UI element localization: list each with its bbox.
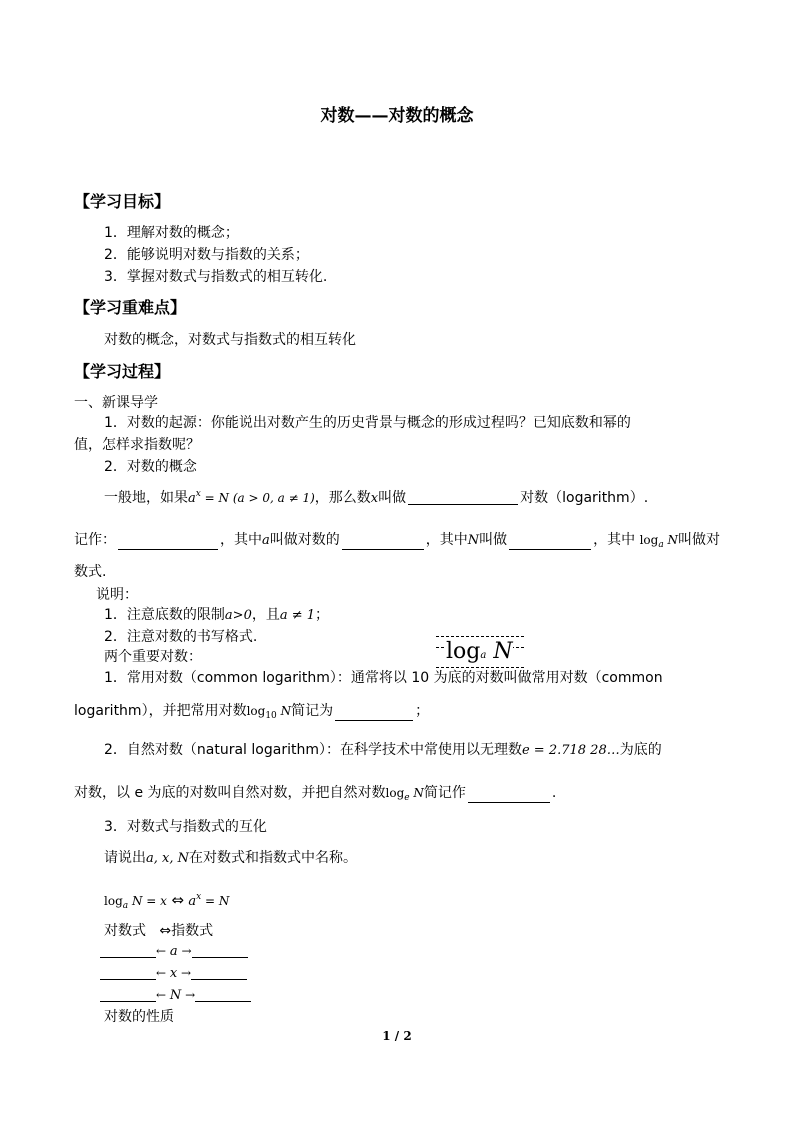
- conversion-heading: 3．对数式与指数式的互化: [104, 819, 267, 835]
- definition-x: x: [370, 491, 379, 506]
- blank-2[interactable]: [118, 535, 218, 550]
- common-log-symbol: $\log_{10} N$: [246, 704, 292, 721]
- two-important-logs: 两个重要对数：: [104, 649, 202, 665]
- heading-key-points: 【学习重难点】: [74, 298, 187, 317]
- notation-mid3: 叫做: [479, 532, 508, 548]
- blank-6[interactable]: [468, 788, 550, 803]
- objective-2: 2．能够说明对数与指数的关系；: [104, 247, 309, 263]
- conversion-question: 请说出a, x, N在对数式和指数式中名称。: [104, 850, 357, 866]
- blank-row-a-right[interactable]: [192, 945, 248, 958]
- key-points-text: 对数的概念，对数式与指数式的相互转化: [104, 332, 356, 348]
- equivalence-arrow: ⇔: [171, 891, 184, 909]
- notation-line2: 数式.: [74, 564, 107, 580]
- definition-pre: 一般地，如果: [104, 490, 188, 506]
- form-labels: 对数式 ⇔指数式: [104, 923, 214, 939]
- blank-3[interactable]: [342, 535, 424, 550]
- natural-log-line1: 2．自然对数（natural logarithm）：在科学技术中常使用以无理数e = 2.718 28…为底的: [104, 742, 662, 758]
- definition-formula: $a^x = N$ (a > 0, a ≠ 1): [188, 489, 315, 506]
- paragraph-concept-heading: 2．对数的概念: [104, 459, 197, 475]
- notation-N: N: [467, 533, 480, 548]
- explain-item-1: 1．注意底数的限制a>0，且a ≠ 1；: [104, 607, 330, 623]
- explain-label: 说明：: [96, 587, 138, 603]
- notation-a: a: [262, 533, 270, 548]
- notation-mid2: 叫做对数的: [269, 532, 340, 548]
- notation-mid1: ，其中: [220, 532, 262, 548]
- notation-post: 叫做对: [678, 532, 721, 548]
- blank-5[interactable]: [335, 706, 413, 721]
- blank-row-N-left[interactable]: [100, 989, 156, 1002]
- common-log-line2: logarithm），并把常用对数$\log_{10} N$简记为 ；: [74, 703, 430, 721]
- notation-comma: ，其中: [425, 532, 468, 548]
- subheading-new-lesson: 一、新课导学: [74, 395, 158, 411]
- notation-pre: 记作：: [74, 532, 116, 548]
- log-format-box: [436, 636, 524, 668]
- notation-line: [74, 533, 720, 550]
- natural-log-line2: 对数，以 e 为底的对数叫自然对数，并把自然对数$\log_e N$简记作 .: [74, 785, 557, 803]
- page-title: 对数——对数的概念: [320, 106, 474, 126]
- blank-1[interactable]: [408, 490, 518, 505]
- definition-line: [104, 490, 648, 505]
- blank-row-N-right[interactable]: [195, 989, 251, 1002]
- natural-e-value: e = 2.718 28…: [521, 743, 620, 758]
- properties-heading: 对数的性质: [104, 1009, 174, 1025]
- paragraph-origin-line2: 值，怎样求指数呢？: [74, 437, 200, 453]
- heading-process: 【学习过程】: [74, 362, 171, 381]
- page-number: 1 / 2: [382, 1029, 412, 1043]
- common-log-line1: 1．常用对数（common logarithm）：通常将以 10 为底的对数叫做常用对数（common: [104, 670, 663, 686]
- definition-mid: ，那么数: [314, 490, 371, 506]
- definition-mid2: 叫做: [378, 490, 407, 506]
- objective-3: 3．掌握对数式与指数式的相互转化.: [104, 269, 328, 285]
- blank-row-x-left[interactable]: [100, 967, 156, 980]
- row-N: ← N →: [100, 988, 251, 1002]
- natural-log-symbol: $\log_e N$: [385, 786, 424, 803]
- log-format-text: loga N: [446, 639, 513, 664]
- notation-comma2: ，其中: [593, 532, 636, 548]
- heading-objectives: 【学习目标】: [74, 192, 171, 211]
- explain-item-2: 2．注意对数的书写格式.: [104, 629, 258, 645]
- objective-1: 1．理解对数的概念；: [104, 225, 239, 241]
- blank-row-x-right[interactable]: [191, 967, 247, 980]
- blank-4[interactable]: [509, 535, 591, 550]
- row-x: ← x →: [100, 966, 247, 980]
- row-a: ← a →: [100, 944, 248, 958]
- notation-log: $\log_a N$: [639, 533, 679, 550]
- definition-post: 对数（logarithm）.: [520, 490, 649, 506]
- blank-row-a-left[interactable]: [100, 945, 156, 958]
- equivalence-formula: $\log_a N = x$ ⇔ $a^x = N$: [104, 891, 230, 911]
- paragraph-origin-line1: 1．对数的起源：你能说出对数产生的历史背景与概念的形成过程吗？已知底数和幂的: [104, 415, 631, 431]
